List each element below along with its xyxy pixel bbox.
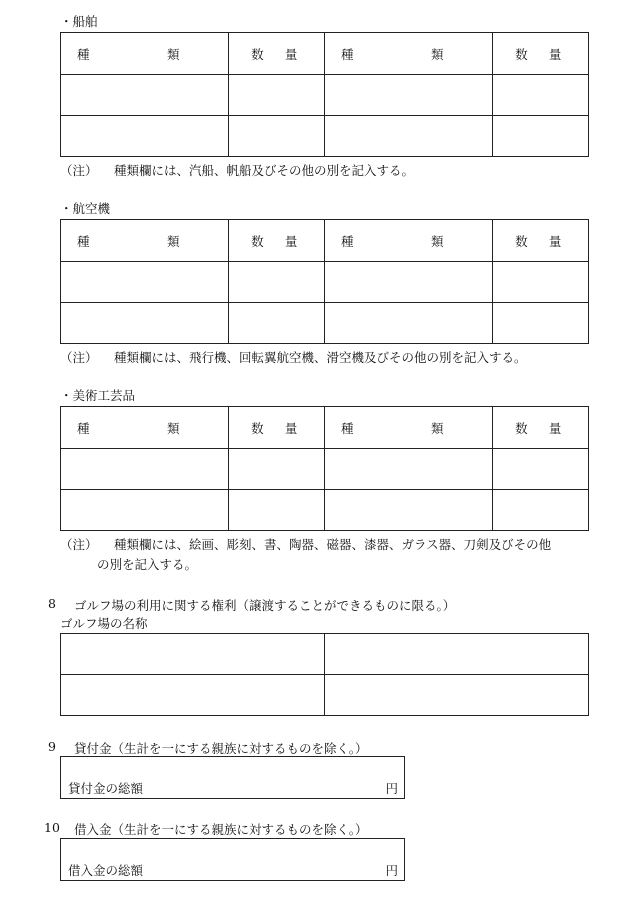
borrowings-yen-unit: 円: [385, 863, 398, 878]
ships-title: ・船舶: [60, 14, 98, 29]
art-header-row: [61, 407, 589, 449]
ships-cell[interactable]: [229, 75, 325, 116]
aircraft-header-quantity-2: 数 量: [493, 220, 589, 262]
ships-note-label: （注）: [60, 163, 98, 178]
art-cell[interactable]: [325, 449, 493, 490]
aircraft-header-type-2: 種 類: [325, 220, 493, 262]
ships-table: [60, 32, 589, 157]
art-header-quantity: 数 量: [229, 407, 325, 449]
loans-title: 貸付金（生計を一にする親族に対するものを除く。）: [74, 741, 368, 756]
aircraft-cell[interactable]: [61, 303, 229, 344]
ships-header-type: 種 類: [61, 33, 229, 75]
ships-cell[interactable]: [493, 75, 589, 116]
loans-number: 9: [48, 739, 56, 754]
art-cell[interactable]: [61, 490, 229, 531]
table-row: [61, 675, 589, 716]
golf-sub-label: ゴルフ場の名称: [60, 616, 148, 631]
ships-cell[interactable]: [325, 75, 493, 116]
art-cell[interactable]: [229, 490, 325, 531]
ships-cell[interactable]: [325, 116, 493, 157]
ships-header-type-2: 種 類: [325, 33, 493, 75]
table-row: [61, 303, 589, 344]
art-cell[interactable]: [325, 490, 493, 531]
ships-note: 種類欄には、汽船、帆船及びその他の別を記入する。: [114, 163, 415, 178]
art-header-type: 種 類: [61, 407, 229, 449]
aircraft-header-row: [61, 220, 589, 262]
art-note-line2: の別を記入する。: [97, 557, 198, 572]
golf-cell[interactable]: [325, 675, 589, 716]
golf-cell[interactable]: [61, 634, 325, 675]
table-row: [61, 75, 589, 116]
aircraft-note: 種類欄には、飛行機、回転翼航空機、滑空機及びその他の別を記入する。: [114, 350, 527, 365]
borrowings-total-field[interactable]: [60, 838, 405, 881]
table-row: [61, 116, 589, 157]
table-row: [61, 262, 589, 303]
ships-header-row: [61, 33, 589, 75]
aircraft-header-quantity: 数 量: [229, 220, 325, 262]
aircraft-cell[interactable]: [493, 262, 589, 303]
golf-table: [60, 633, 589, 716]
table-row: [61, 449, 589, 490]
art-table: [60, 406, 589, 531]
ships-cell[interactable]: [61, 116, 229, 157]
ships-header-quantity: 数 量: [229, 33, 325, 75]
art-title: ・美術工芸品: [60, 388, 136, 403]
aircraft-note-label: （注）: [60, 350, 98, 365]
art-cell[interactable]: [493, 490, 589, 531]
art-header-quantity-2: 数 量: [493, 407, 589, 449]
art-cell[interactable]: [61, 449, 229, 490]
aircraft-cell[interactable]: [493, 303, 589, 344]
golf-number: 8: [48, 596, 56, 611]
ships-cell[interactable]: [493, 116, 589, 157]
loans-total-label: 貸付金の総額: [68, 781, 144, 796]
aircraft-cell[interactable]: [61, 262, 229, 303]
aircraft-cell[interactable]: [325, 262, 493, 303]
table-row: [61, 634, 589, 675]
art-note-line1: 種類欄には、絵画、彫刻、書、陶器、磁器、漆器、ガラス器、刀剣及びその他: [114, 537, 552, 552]
borrowings-title: 借入金（生計を一にする親族に対するものを除く。）: [74, 822, 368, 837]
aircraft-table: [60, 219, 589, 344]
aircraft-cell[interactable]: [229, 303, 325, 344]
aircraft-cell[interactable]: [229, 262, 325, 303]
borrowings-total-label: 借入金の総額: [68, 863, 144, 878]
golf-cell[interactable]: [325, 634, 589, 675]
loans-total-field[interactable]: [60, 756, 405, 799]
loans-yen-unit: 円: [385, 781, 398, 796]
art-cell[interactable]: [229, 449, 325, 490]
aircraft-title: ・航空機: [60, 201, 111, 216]
borrowings-number: 10: [44, 820, 60, 835]
golf-cell[interactable]: [61, 675, 325, 716]
art-header-type-2: 種 類: [325, 407, 493, 449]
table-row: [61, 490, 589, 531]
ships-cell[interactable]: [61, 75, 229, 116]
golf-title: ゴルフ場の利用に関する権利（譲渡することができるものに限る。）: [74, 598, 456, 613]
art-cell[interactable]: [493, 449, 589, 490]
aircraft-cell[interactable]: [325, 303, 493, 344]
art-note-label: （注）: [60, 537, 98, 552]
aircraft-header-type: 種 類: [61, 220, 229, 262]
ships-header-quantity-2: 数 量: [493, 33, 589, 75]
ships-cell[interactable]: [229, 116, 325, 157]
